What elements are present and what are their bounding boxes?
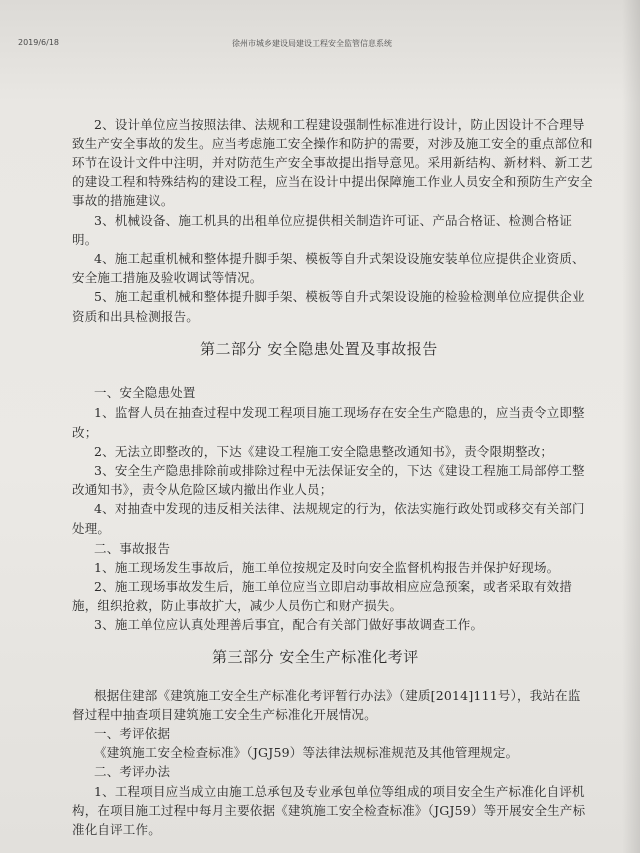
paragraph-line: 2、施工现场事故发生后，施工单位应当立即启动事故相应应急预案，或者采取有效措 [94, 579, 573, 594]
paragraph-line: 明。 [72, 231, 98, 247]
paragraph-line: 改通知书》，责令从危险区域内撤出作业人员； [72, 482, 333, 498]
paragraph-line: 施，组织抢救，防止事故扩大，减少人员伤亡和财产损失。 [72, 598, 403, 614]
paragraph-line: 1、工程项目应当成立由施工总承包及专业承包单位等组成的项目安全生产标准化自评机 [94, 783, 585, 799]
paragraph-line: 资质和出具检测报告。 [72, 308, 200, 324]
paragraph-line: 3、施工单位应认真处理善后事宜，配合有关部门做好事故调查工作。 [94, 617, 484, 633]
system-title: 徐州市城乡建设局建设工程安全监管信息系统 [232, 39, 392, 48]
paragraph-line: 督过程中抽查项目建筑施工安全生产标准化开展情况。 [72, 706, 377, 722]
paragraph-line: 安全施工措施及验收调试等情况。 [72, 270, 263, 286]
paragraph-line: 3、机械设备、施工机具的出租单位应提供相关制造许可证、产品合格证、检测合格证 [94, 212, 573, 228]
paragraph-line: 2、设计单位应当按照法律、法规和工程建设强制性标准进行设计，防止因设计不合理导 [94, 116, 585, 132]
paragraph-line: 5、施工起重机械和整体提升脚手架、模板等自升式架设设施的检验检测单位应提供企业 [94, 289, 585, 305]
paragraph-line: 1、施工现场发生事故后，施工单位按规定及时向安全监督机构报告并保护好现场。 [94, 559, 560, 575]
paragraph-line: 4、施工起重机械和整体提升脚手架、模板等自升式架设设施安装单位应提供企业资质、 [94, 250, 585, 266]
paragraph-line: 4、对抽查中发现的违反相关法律、法规规定的行为，依法实施行政处罚或移交有关部门 [94, 501, 585, 517]
paragraph-line: 处理。 [72, 520, 111, 536]
section-title-part2: 第二部分 安全隐患处置及事故报告 [200, 339, 438, 358]
subheading: 二、事故报告 [94, 540, 171, 556]
paragraph-line: 《建筑施工安全检查标准》（JGJ59）等法律法规标准规范及其他管理规定。 [94, 745, 519, 761]
subheading: 一、考评依据 [94, 726, 171, 742]
paragraph-line: 的建设工程和特殊结构的建设工程，应当在设计中提出保障施工作业人员安全和预防生产安全 [72, 174, 593, 190]
subheading: 一、安全隐患处置 [94, 385, 196, 401]
paragraph-line: 构，在项目施工过程中每月主要依据《建筑施工安全检查标准》（JGJ59）等开展安全生产标 [72, 802, 586, 818]
subheading: 二、考评办法 [94, 764, 171, 780]
paragraph-line: 改； [72, 424, 98, 440]
paragraph-line: 2、无法立即整改的，下达《建设工程施工安全隐患整改通知书》，责令限期整改； [94, 443, 554, 459]
paragraph-line: 事故的措施建议。 [72, 193, 174, 209]
section-title-part3: 第三部分 安全生产标准化考评 [212, 648, 419, 667]
paragraph-line: 根据住建部《建筑施工安全生产标准化考评暂行办法》（建质[2014]111号），我站在监 [94, 687, 581, 703]
paragraph-line: 准化自评工作。 [72, 822, 161, 837]
paragraph-line: 致生产安全事故的发生。应当考虑施工安全操作和防护的需要，对涉及施工安全的重点部位和 [72, 135, 593, 151]
paragraph-line: 3、安全生产隐患排除前或排除过程中无法保证安全的，下达《建设工程施工局部停工整 [94, 462, 585, 478]
paragraph-line: 环节在设计文件中注明，并对防范生产安全事故提出指导意见。采用新结构、新材料、新工艺 [72, 155, 593, 170]
paragraph-line: 1、监督人员在抽查过程中发现工程项目施工现场存在安全生产隐患的，应当责令立即整 [94, 405, 585, 421]
print-date: 2019/6/18 [18, 38, 60, 47]
